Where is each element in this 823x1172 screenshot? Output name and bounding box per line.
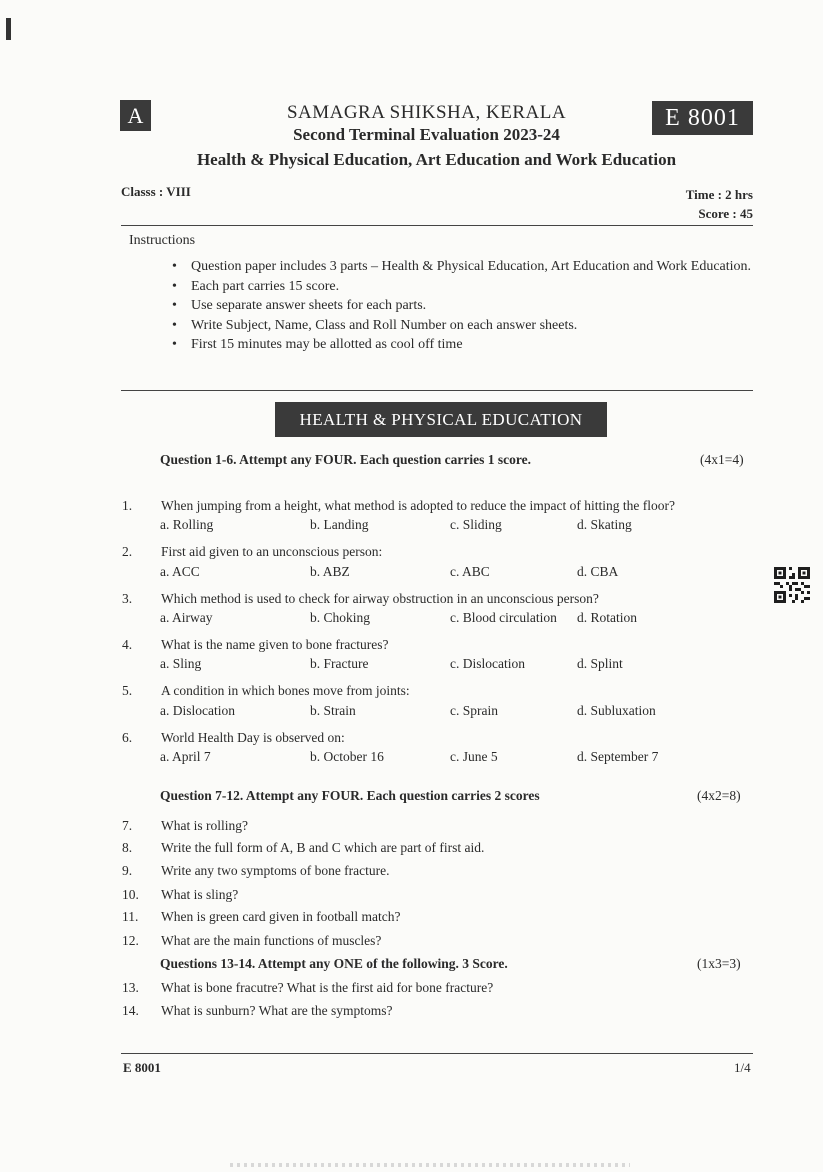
exam-title: Second Terminal Evaluation 2023-24 <box>293 125 560 144</box>
instructions-title: Instructions <box>129 233 196 248</box>
instruction-item: • Question paper includes 3 parts – Health & Physical Education, Art Education and Work Education. <box>172 258 757 276</box>
section-title: HEALTH & PHYSICAL EDUCATION <box>275 402 607 437</box>
time-label: Time : 2 hrs <box>685 187 753 202</box>
option-c: c. Sliding <box>450 517 502 532</box>
question-number: 9. <box>122 863 133 878</box>
question-text: Write any two symptoms of bone fracture. <box>161 863 390 878</box>
option-c: c. ABC <box>450 564 490 579</box>
option-b: b. Landing <box>310 517 369 532</box>
part2-marks: (4x2=8) <box>697 788 741 803</box>
class-label: Classs : VIII <box>121 184 191 199</box>
option-b: b. ABZ <box>310 564 350 579</box>
question-text: What are the main functions of muscles? <box>161 933 382 948</box>
question-text: When jumping from a height, what method is adopted to reduce the impact of hitting the floor? <box>161 498 675 513</box>
question-text: First aid given to an unconscious person: <box>161 544 383 559</box>
set-label: A <box>120 100 151 131</box>
question-number: 2. <box>122 544 133 559</box>
question-number: 10. <box>122 887 139 902</box>
footer-paper-code: E 8001 <box>123 1060 161 1075</box>
question-number: 7. <box>122 818 133 833</box>
option-a: a. Dislocation <box>160 703 235 718</box>
question-text: What is sling? <box>161 887 239 902</box>
instruction-item: • First 15 minutes may be allotted as cool off time <box>172 336 757 354</box>
question-text: When is green card given in football match? <box>161 909 401 924</box>
paper-code: E 8001 <box>652 101 753 135</box>
question-number: 11. <box>122 909 139 924</box>
part3-marks: (1x3=3) <box>697 956 741 971</box>
option-d: d. Splint <box>577 656 623 671</box>
page-number: 1/4 <box>734 1060 751 1075</box>
option-c: c. June 5 <box>450 749 498 764</box>
option-d: d. September 7 <box>577 749 659 764</box>
scan-margin-mark <box>6 18 11 40</box>
organization-title: SAMAGRA SHIKSHA, KERALA <box>286 102 567 123</box>
question-number: 6. <box>122 730 133 745</box>
option-d: d. Skating <box>577 517 632 532</box>
part1-marks: (4x1=4) <box>700 452 744 467</box>
option-a: a. ACC <box>160 564 200 579</box>
question-text: What is sunburn? What are the symptoms? <box>161 1003 393 1018</box>
question-number: 3. <box>122 591 133 606</box>
instruction-item: • Use separate answer sheets for each parts. <box>172 297 757 315</box>
score-label: Score : 45 <box>698 206 753 221</box>
question-number: 1. <box>122 498 133 513</box>
question-number: 14. <box>122 1003 139 1018</box>
qr-code-image <box>774 567 810 603</box>
option-d: d. CBA <box>577 564 619 579</box>
question-number: 5. <box>122 683 133 698</box>
question-text: Write the full form of A, B and C which are part of first aid. <box>161 840 485 855</box>
option-a: a. April 7 <box>160 749 211 764</box>
question-number: 12. <box>122 933 139 948</box>
option-c: c. Blood circulation <box>450 610 557 625</box>
option-c: c. Sprain <box>450 703 498 718</box>
option-d: d. Rotation <box>577 610 637 625</box>
instructions-list <box>172 258 757 356</box>
option-b: b. October 16 <box>310 749 384 764</box>
question-number: 8. <box>122 840 133 855</box>
option-b: b. Strain <box>310 703 356 718</box>
scan-artifact <box>230 1163 630 1167</box>
option-b: b. Choking <box>310 610 371 625</box>
part2-heading: Question 7-12. Attempt any FOUR. Each question carries 2 scores <box>160 788 540 803</box>
question-number: 13. <box>122 980 139 995</box>
part3-heading: Questions 13-14. Attempt any ONE of the following. 3 Score. <box>160 956 508 971</box>
question-text: A condition in which bones move from joints: <box>161 683 410 698</box>
footer-divider <box>121 1053 753 1054</box>
option-d: d. Subluxation <box>577 703 656 718</box>
question-text: What is the name given to bone fractures? <box>161 637 389 652</box>
instruction-item: • Write Subject, Name, Class and Roll Number on each answer sheets. <box>172 317 757 335</box>
question-number: 4. <box>122 637 133 652</box>
question-text: What is rolling? <box>161 818 248 833</box>
instruction-item: • Each part carries 15 score. <box>172 278 757 296</box>
question-text: World Health Day is observed on: <box>161 730 345 745</box>
option-a: a. Rolling <box>160 517 214 532</box>
option-c: c. Dislocation <box>450 656 525 671</box>
option-a: a. Airway <box>160 610 213 625</box>
subjects-title: Health & Physical Education, Art Education and Work Education <box>196 150 677 169</box>
header-divider <box>121 225 753 226</box>
part1-heading: Question 1-6. Attempt any FOUR. Each question carries 1 score. <box>160 452 531 467</box>
option-a: a. Sling <box>160 656 202 671</box>
instructions-divider <box>121 390 753 391</box>
option-b: b. Fracture <box>310 656 369 671</box>
question-text: What is bone fracutre? What is the first aid for bone fracture? <box>161 980 494 995</box>
question-text: Which method is used to check for airway obstruction in an unconscious person? <box>161 591 599 606</box>
